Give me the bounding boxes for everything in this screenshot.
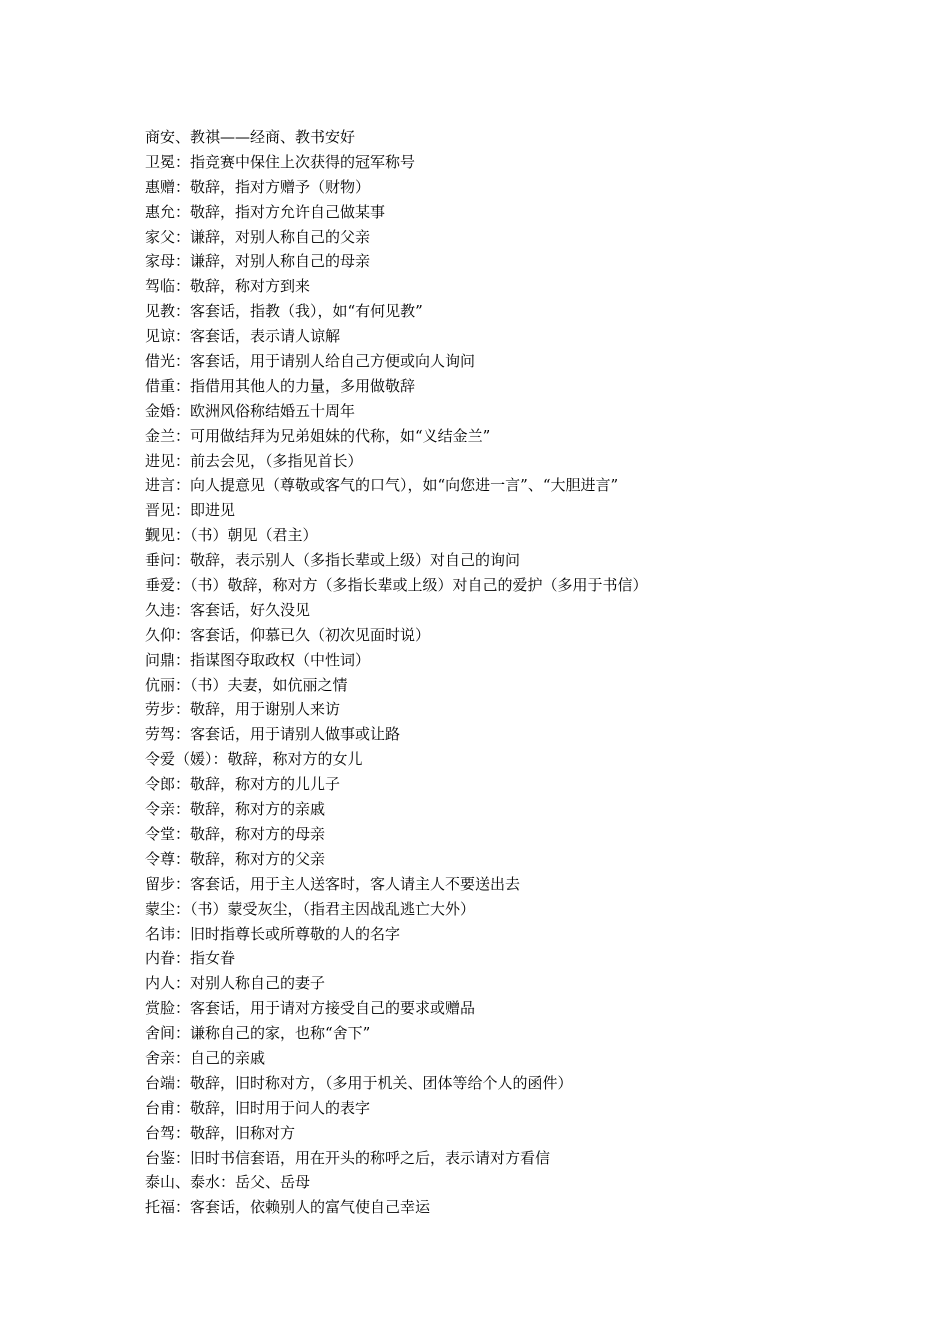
term-entry: 托福：客套话，依赖别人的富气使自己幸运 — [145, 1198, 431, 1217]
term-entry: 台端：敬辞，旧时称对方，（多用于机关、团体等给个人的函件） — [145, 1073, 573, 1092]
term-entry: 金兰：可用做结拜为兄弟姐妹的代称，如“义结金兰” — [145, 426, 491, 445]
term-entry: 名讳：旧时指尊长或所尊敬的人的名字 — [145, 924, 401, 943]
term-entry: 令亲：敬辞，称对方的亲戚 — [145, 800, 326, 819]
term-entry: 垂爱：（书）敬辞，称对方（多指长辈或上级）对自己的爱护（多用于书信） — [145, 576, 648, 595]
term-entry: 家父：谦辞，对别人称自己的父亲 — [145, 227, 371, 246]
term-entry: 觐见：（书）朝见（君主） — [145, 526, 318, 545]
term-entry: 令尊：敬辞，称对方的父亲 — [145, 849, 326, 868]
term-entry: 台驾：敬辞，旧称对方 — [145, 1123, 296, 1142]
term-entry: 见教：客套话，指教（我），如“有何见教” — [145, 302, 423, 321]
term-entry: 泰山、泰水：岳父、岳母 — [145, 1173, 311, 1192]
term-entry: 台鉴：旧时书信套语，用在开头的称呼之后，表示请对方看信 — [145, 1148, 551, 1167]
term-entry: 令郎：敬辞，称对方的儿儿子 — [145, 775, 341, 794]
term-entry: 赏脸：客套话，用于请对方接受自己的要求或赠品 — [145, 999, 476, 1018]
term-entry: 进言：向人提意见（尊敬或客气的口气），如“向您进一言”、“大胆进言” — [145, 476, 619, 495]
term-entry: 金婚：欧洲风俗称结婚五十周年 — [145, 401, 356, 420]
term-entry: 令爱（媛）：敬辞，称对方的女儿 — [145, 750, 363, 769]
term-entry: 驾临：敬辞，称对方到来 — [145, 277, 311, 296]
term-entry: 台甫：敬辞，旧时用于问人的表字 — [145, 1098, 371, 1117]
term-entry: 垂问：敬辞，表示别人（多指长辈或上级）对自己的询问 — [145, 551, 521, 570]
term-entry: 晋见：即进见 — [145, 501, 236, 520]
term-list — [145, 125, 905, 1220]
term-entry: 久违：客套话，好久没见 — [145, 600, 311, 619]
term-entry: 进见：前去会见，（多指见首长） — [145, 451, 363, 470]
term-entry: 蒙尘：（书）蒙受灰尘，（指君主因战乱逃亡大外） — [145, 899, 476, 918]
term-entry: 借重：指借用其他人的力量，多用做敬辞 — [145, 376, 416, 395]
term-entry: 令堂：敬辞，称对方的母亲 — [145, 824, 326, 843]
term-entry: 见谅：客套话，表示请人谅解 — [145, 327, 341, 346]
term-entry: 舍间：谦称自己的家，也称“舍下” — [145, 1024, 371, 1043]
term-entry: 久仰：客套话，仰慕已久（初次见面时说） — [145, 625, 431, 644]
term-entry: 惠允：敬辞，指对方允许自己做某事 — [145, 202, 386, 221]
term-entry: 借光：客套话，用于请别人给自己方便或向人询问 — [145, 352, 476, 371]
term-entry: 内眷：指女眷 — [145, 949, 236, 968]
term-entry: 留步：客套话，用于主人送客时，客人请主人不要送出去 — [145, 874, 521, 893]
term-entry: 劳步：敬辞，用于谢别人来访 — [145, 700, 341, 719]
term-entry: 舍亲：自己的亲戚 — [145, 1048, 266, 1067]
term-entry: 问鼎：指谋图夺取政权（中性词） — [145, 650, 371, 669]
term-entry: 内人：对别人称自己的妻子 — [145, 974, 326, 993]
term-entry: 商安、教祺——经商、教书安好 — [145, 128, 356, 146]
term-entry: 劳驾：客套话，用于请别人做事或让路 — [145, 725, 401, 744]
term-entry: 惠赠：敬辞，指对方赠予（财物） — [145, 177, 371, 196]
term-entry: 家母：谦辞，对别人称自己的母亲 — [145, 252, 371, 271]
term-entry: 卫冕：指竞赛中保住上次获得的冠军称号 — [145, 152, 416, 171]
term-entry: 伉丽：（书）夫妻，如伉丽之情 — [145, 675, 348, 694]
